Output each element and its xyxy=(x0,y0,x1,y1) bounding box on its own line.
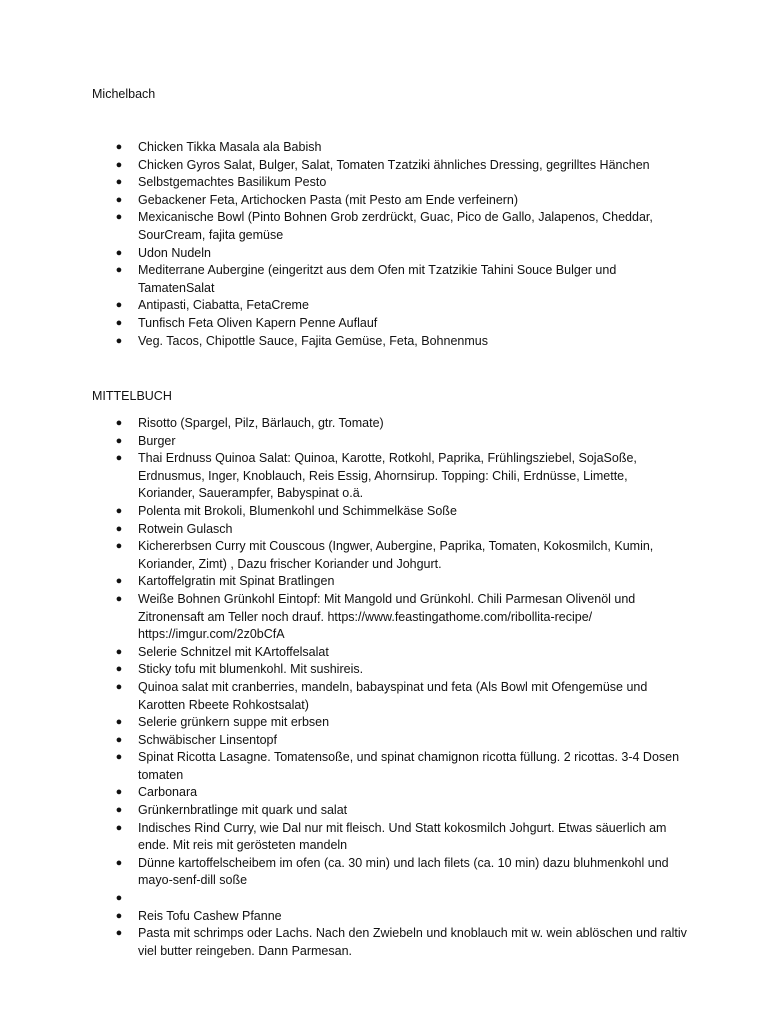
list-item-text: Spinat Ricotta Lasagne. Tomatensoße, und spinat chamignon ricotta füllung. 2 ricottas. 3-4 Dosen tomaten xyxy=(138,750,680,782)
list-item-text: Mexicanische Bowl (Pinto Bohnen Grob zerdrückt, Guac, Pico de Gallo, Jalapenos, Cheddar, SourCream, fajita gemüse xyxy=(138,210,653,242)
list-item xyxy=(0,450,768,503)
list-item-text: Carbonara xyxy=(138,785,198,800)
list-item-text: Rotwein Gulasch xyxy=(138,521,233,536)
list-item-text: Reis Tofu Cashew Pfanne xyxy=(138,908,282,923)
list-item xyxy=(0,855,768,890)
bullet-icon: ● xyxy=(115,804,123,817)
list-item xyxy=(0,315,768,333)
list-item xyxy=(0,890,768,908)
bullet-icon: ● xyxy=(115,680,123,693)
bullet-icon: ● xyxy=(115,434,123,447)
list-item-text: Risotto (Spargel, Pilz, Bärlauch, gtr. Tomate) xyxy=(138,416,384,430)
bullet-icon: ● xyxy=(115,417,123,429)
list-item-text: Pasta mit schrimps oder Lachs. Nach den Zwiebeln und knoblauch mit w. wein ablöschen und raltiv viel butter reingeben. Dann Parmesan. xyxy=(138,926,687,958)
list-item-text: Dünne kartoffelscheibem im ofen (ca. 30 min) und lach filets (ca. 10 min) dazu bluhmenkohl und mayo-senf-dill soße xyxy=(138,855,669,888)
list-item-text: Indisches Rind Curry, wie Dal nur mit fleisch. Und Statt kokosmilch Johgurt. Etwas säuerlich am ende. Mit reis mit gerösteten mandeln xyxy=(138,820,667,853)
list-item-text: Antipasti, Ciabatta, FetaCreme xyxy=(138,298,309,313)
bullet-icon: ● xyxy=(115,592,123,605)
bullet-icon: ● xyxy=(115,176,123,189)
list-item xyxy=(0,139,768,157)
list-item xyxy=(0,433,768,451)
bullet-icon: ● xyxy=(115,575,123,588)
list-item-text: Burger xyxy=(138,433,176,448)
list-item xyxy=(0,174,768,192)
list-item-text: Sticky tofu mit blumenkohl. Mit sushireis. xyxy=(138,662,364,677)
list-item-text: Gebackener Feta, Artichocken Pasta (mit Pesto am Ende verfeinern) xyxy=(138,192,519,207)
bullet-icon: ● xyxy=(115,211,123,224)
list-item xyxy=(0,925,768,960)
bullet-icon: ● xyxy=(115,909,123,922)
bullet-icon: ● xyxy=(115,892,123,905)
list-item-text: Grünkernbratlinge mit quark und salat xyxy=(138,803,348,818)
list-item xyxy=(0,908,768,926)
list-item-text: Thai Erdnuss Quinoa Salat: Quinoa, Karotte, Rotkohl, Paprika, Frühlingsziebel, SojaSoße, Erdnusmus, Inger, Knoblauch, Reis Essig, Ahornsirup. Topping: Chili, Erdnüsse, Limette, Koriander, Sauerampfer, Babyspinat o.ä. xyxy=(138,451,637,501)
bullet-icon: ● xyxy=(115,316,123,329)
bullet-icon: ● xyxy=(115,246,123,259)
list-item xyxy=(0,415,768,433)
bullet-icon: ● xyxy=(115,141,123,153)
section-title-mittelbuch: MITTELBUCH xyxy=(92,389,172,403)
list-item xyxy=(0,245,768,263)
bullet-icon: ● xyxy=(115,158,123,171)
bullet-icon: ● xyxy=(115,264,123,277)
bullet-icon: ● xyxy=(115,504,123,517)
bullet-icon: ● xyxy=(115,716,123,729)
bullet-icon: ● xyxy=(115,786,123,799)
list-item-text: Weiße Bohnen Grünkohl Eintopf: Mit Mangold und Grünkohl. Chili Parmesan Olivenöl und Zitronensaft am Teller noch drauf. https://www.feastingathome.com/ribollita-recipe/ https://imgur.com/2z0bCfA xyxy=(138,591,636,642)
list-item-text: Veg. Tacos, Chipottle Sauce, Fajita Gemüse, Feta, Bohnenmus xyxy=(138,333,488,348)
list-item xyxy=(0,573,768,591)
recipe-list-mittelbuch xyxy=(0,415,768,960)
recipe-list-michelbach xyxy=(0,139,768,350)
list-item xyxy=(0,538,768,573)
bullet-icon: ● xyxy=(115,821,123,834)
list-item-text: Polenta mit Brokoli, Blumenkohl und Schimmelkäse Soße xyxy=(138,503,457,518)
list-item-text: Kartoffelgratin mit Spinat Bratlingen xyxy=(138,574,335,589)
bullet-icon: ● xyxy=(115,522,123,535)
list-item-text: Tunfisch Feta Oliven Kapern Penne Auflauf xyxy=(138,315,378,330)
bullet-icon: ● xyxy=(115,452,123,465)
list-item-text xyxy=(138,890,688,908)
list-item-text: Selerie grünkern suppe mit erbsen xyxy=(138,715,330,730)
list-item xyxy=(0,820,768,855)
list-item xyxy=(0,297,768,315)
list-item xyxy=(0,784,768,802)
list-item xyxy=(0,714,768,732)
list-item xyxy=(0,192,768,210)
list-item-text: Kichererbsen Curry mit Couscous (Ingwer, Aubergine, Paprika, Tomaten, Kokosmilch, Kumin, Koriander, Zimt) , Dazu frischer Koriander und Johgurt. xyxy=(138,539,654,571)
list-item xyxy=(0,732,768,750)
list-item-text: Mediterrane Aubergine (eingeritzt aus dem Ofen mit Tzatzikie Tahini Souce Bulger und TamatenSalat xyxy=(138,263,617,295)
list-item xyxy=(0,661,768,679)
section-title-michelbach: Michelbach xyxy=(92,87,156,101)
bullet-icon: ● xyxy=(115,334,123,347)
list-item xyxy=(0,209,768,244)
list-item-text: Schwäbischer Linsentopf xyxy=(138,732,277,747)
list-item-text: Quinoa salat mit cranberries, mandeln, babayspinat und feta (Als Bowl mit Ofengemüse und Karotten Rbeete Rohkostsalat) xyxy=(138,679,648,712)
list-item xyxy=(0,591,768,644)
list-item xyxy=(0,802,768,820)
list-item xyxy=(0,333,768,351)
list-item-text: Selbstgemachtes Basilikum Pesto xyxy=(138,175,327,190)
list-item xyxy=(0,521,768,539)
list-item-text: Udon Nudeln xyxy=(138,245,211,260)
list-item xyxy=(0,749,768,784)
bullet-icon: ● xyxy=(115,663,123,676)
list-item xyxy=(0,503,768,521)
bullet-icon: ● xyxy=(115,927,123,940)
list-item xyxy=(0,157,768,175)
bullet-icon: ● xyxy=(115,540,123,553)
list-item-text: Chicken Tikka Masala ala Babish xyxy=(138,140,322,154)
list-item-text: Selerie Schnitzel mit KArtoffelsalat xyxy=(138,644,329,659)
bullet-icon: ● xyxy=(115,193,123,206)
bullet-icon: ● xyxy=(115,299,123,312)
bullet-icon: ● xyxy=(115,751,123,764)
bullet-icon: ● xyxy=(115,856,123,869)
bullet-icon: ● xyxy=(115,645,123,658)
list-item xyxy=(0,644,768,662)
list-item xyxy=(0,262,768,297)
bullet-icon: ● xyxy=(115,733,123,746)
list-item xyxy=(0,679,768,714)
list-item-text: Chicken Gyros Salat, Bulger, Salat, Tomaten Tzatziki ähnliches Dressing, gegrilltes Hänchen xyxy=(138,157,650,172)
